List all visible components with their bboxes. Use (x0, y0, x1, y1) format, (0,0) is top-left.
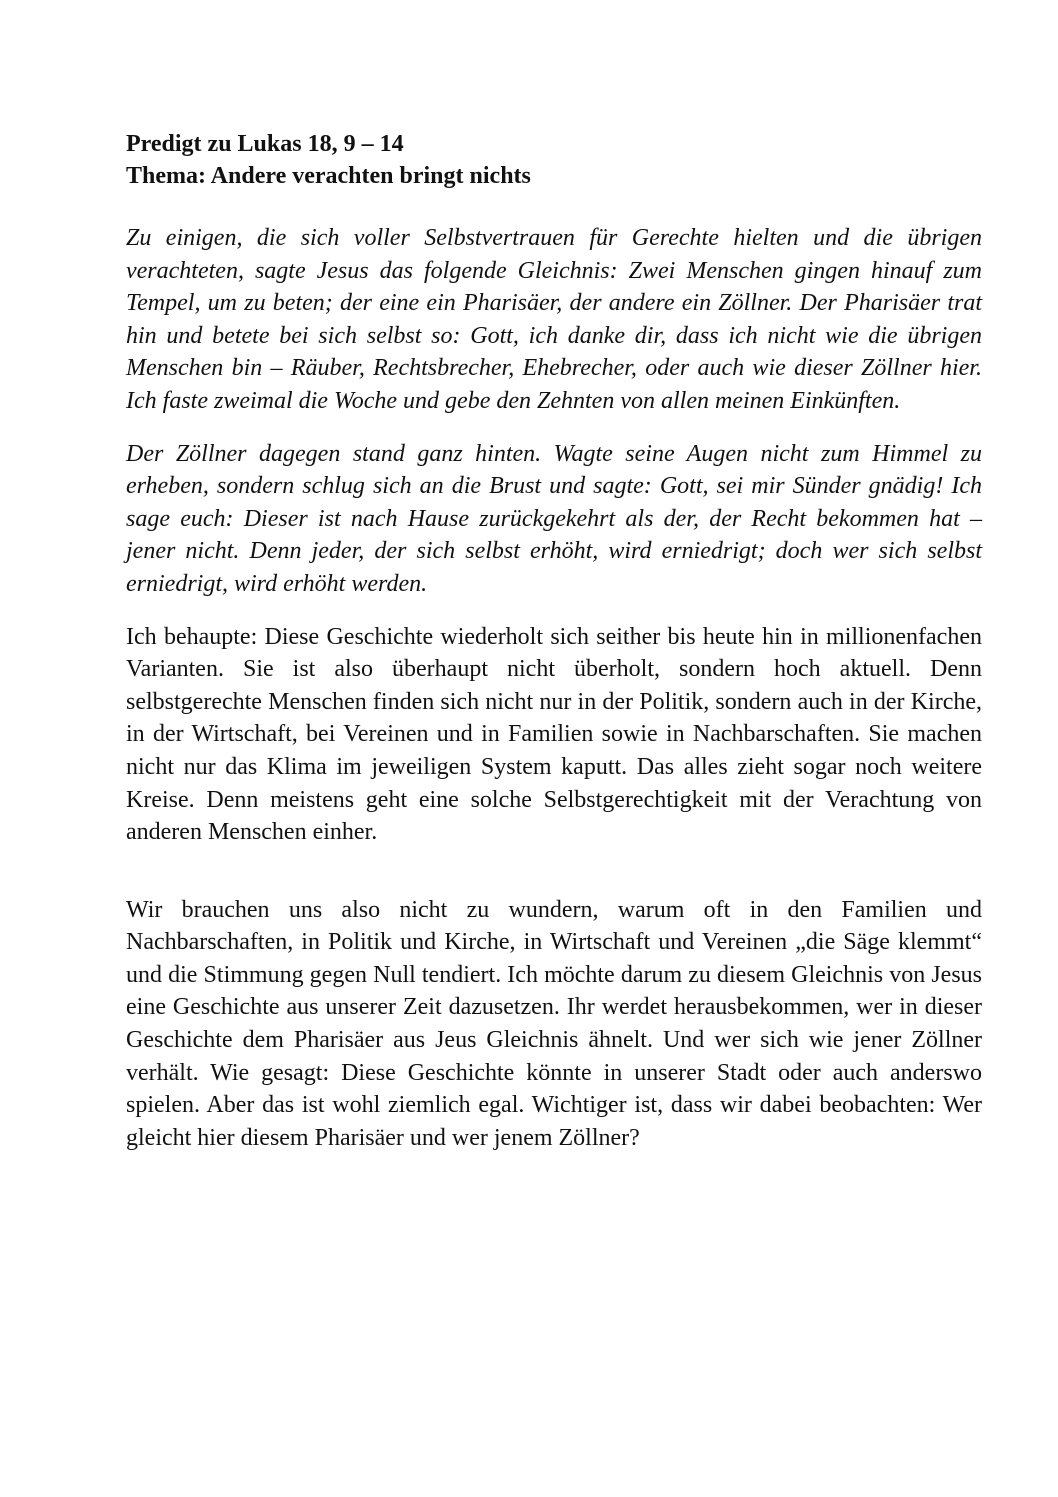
body-paragraph-1: Ich behaupte: Diese Geschichte wiederholt sich seither bis heute hin in millionenfachen Varianten. Sie ist also überhaupt nicht überholt, sondern hoch aktuell. Denn selbstgerechte Menschen finden sich nicht nur in der Politik, sondern auch in der Kirche, in der Wirtschaft, bei Vereinen und in Familien sowie in Nachbarschaften. Sie machen nicht nur das Klima im jeweiligen System kaputt. Das alles zieht sogar noch weitere Kreise. Denn meistens geht eine solche Selbstgerechtigkeit mit der Verachtung von anderen Menschen einher. (126, 623, 982, 846)
scripture-paragraph-2: Der Zöllner dagegen stand ganz hinten. Wagte seine Augen nicht zum Himmel zu erheben, sondern schlug sich an die Brust und sagte: Gott, sei mir Sünder gnädig! Ich sage euch: Dieser ist nach Hause zurückgekehrt als der, der Recht bekommen hat – jener nicht. Denn jeder, der sich selbst erhöht, wird erniedrigt; doch wer sich selbst erniedrigt, wird erhöht werden. (126, 440, 982, 597)
document-page (126, 128, 982, 1154)
heading-block (126, 128, 982, 192)
body-paragraph-2: Wir brauchen uns also nicht zu wundern, warum oft in den Familien und Nachbarschaften, in Politik und Kirche, in Wirtschaft und Vereinen „die Säge klemmt“ und die Stimmung gegen Null tendiert. Ich möchte darum zu diesem Gleichnis von Jesus eine Geschichte aus unserer Zeit dazusetzen. Ihr werdet herausbekommen, wer in dieser Geschichte dem Pharisäer aus Jeus Gleichnis ähnelt. Und wer sich wie jener Zöllner verhält. Wie gesagt: Diese Geschichte könnte in unserer Stadt oder auch anderswo spielen. Aber das ist wohl ziemlich egal. Wichtiger ist, dass wir dabei beobachten: Wer gleicht hier diesem Pharisäer und wer jenem Zöllner? (126, 896, 982, 1151)
scripture-paragraph-1: Zu einigen, die sich voller Selbstvertrauen für Gerechte hielten und die übrigen verachteten, sagte Jesus das folgende Gleichnis: Zwei Menschen gingen hinauf zum Tempel, um zu beten; der eine ein Pharisäer, der andere ein Zöllner. Der Pharisäer trat hin und betete bei sich selbst so: Gott, ich danke dir, dass ich nicht wie die übrigen Menschen bin – Räuber, Rechtsbrecher, Ehebrecher, oder auch wie dieser Zöllner hier. Ich faste zweimal die Woche und gebe den Zehnten von allen meinen Einkünften. (126, 225, 982, 414)
sermon-theme: Thema: Andere verachten bringt nichts (126, 163, 531, 189)
sermon-title: Predigt zu Lukas 18, 9 – 14 (126, 131, 404, 157)
